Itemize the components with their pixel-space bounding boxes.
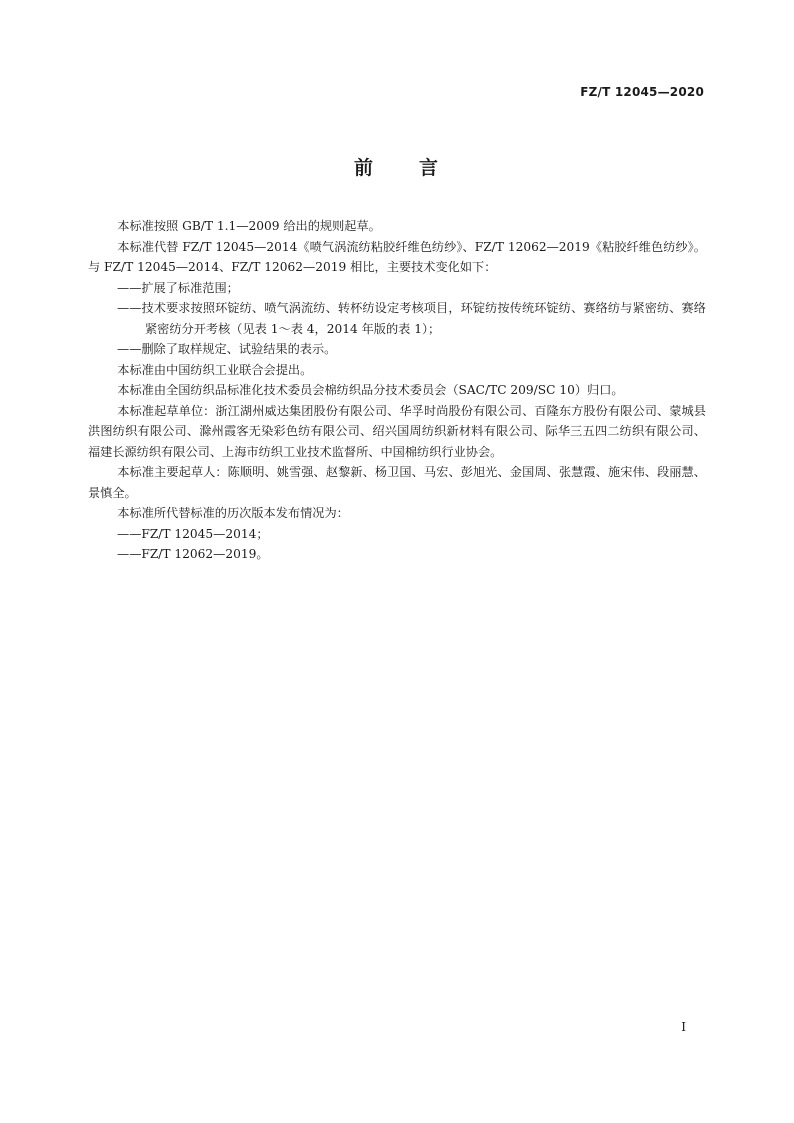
standard-code: FZ/T 12045—2020 <box>580 85 704 99</box>
paragraph-proposer: 本标准由中国纺织工业联合会提出。 <box>117 362 313 377</box>
history-item-2019: ——FZ/T 12062—2019。 <box>117 547 269 561</box>
paragraph-replacement: 本标准代替 FZ/T 12045—2014《喷气涡流纺粘胶纤维色纺纱》、FZ/T 12062—2019《粘胶纤维色纺纱》。与 FZ/T 12045—2014、FZ/T 12062—2019 相比，主要技术变化如下： <box>88 239 706 274</box>
page-title <box>0 153 794 180</box>
paragraph-history: 本标准所代替标准的历次版本发布情况为： <box>117 506 349 520</box>
page-number: I <box>681 1020 686 1034</box>
title-part-2: 言 <box>419 157 441 179</box>
title-part-1: 前 <box>353 157 375 179</box>
paragraph-drafting-units: 本标准起草单位：浙江湖州威达集团股份有限公司、华孚时尚股份有限公司、百隆东方股份有限公司、蒙城县洪图纺织有限公司、滁州霞客无染彩色纺有限公司、绍兴国周纺织新材料有限公司、际华三五四二纺织有限公司、福建长源纺织有限公司、上海市纺织工业技术监督所、中国棉纺织行业协会。 <box>88 403 706 459</box>
foreword-body <box>88 216 706 565</box>
change-item-deletion: ——删除了取样规定、试验结果的表示。 <box>117 342 337 356</box>
paragraph-drafting-rules: 本标准按照 GB/T 1.1—2009 给出的规则起草。 <box>117 219 381 233</box>
change-item-requirements: ——技术要求按照环锭纺、喷气涡流纺、转杯纺设定考核项目，环锭纺按传统环锭纺、赛络纺与紧密纺、赛络紧密纺分开考核（见表 1～表 4，2014 年版的表 1）； <box>117 301 706 336</box>
change-item-scope: ——扩展了标准范围； <box>117 280 239 295</box>
history-item-2014: ——FZ/T 12045—2014； <box>117 526 269 541</box>
paragraph-committee: 本标准由全国纺织品标准化技术委员会棉纺织品分技术委员会（SAC/TC 209/SC 10）归口。 <box>117 383 624 397</box>
paragraph-drafters: 本标准主要起草人：陈顺明、姚雪强、赵黎新、杨卫国、马宏、彭旭光、金国周、张慧霞、施宋伟、段丽慧、景慎全。 <box>88 465 706 500</box>
